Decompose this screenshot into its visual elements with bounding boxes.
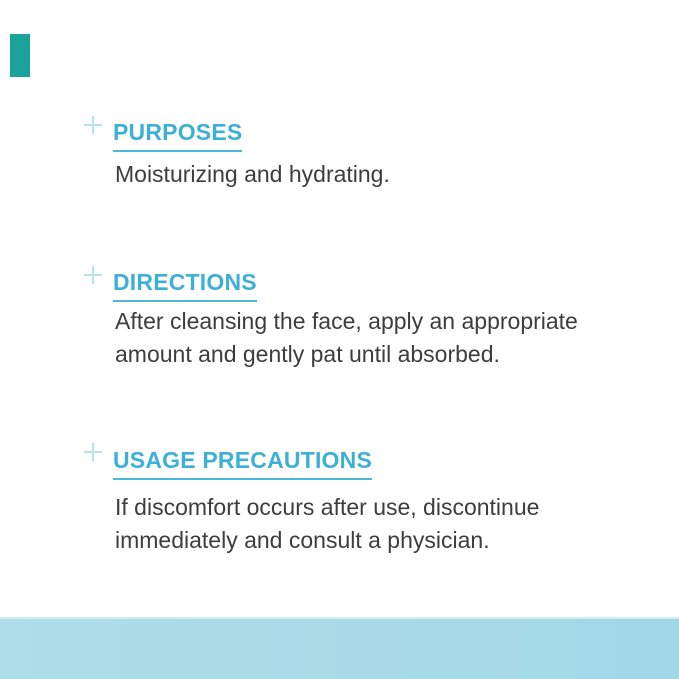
accent-square [10,34,30,77]
plus-icon [84,266,102,284]
plus-icon [84,443,102,461]
section-heading-purposes: PURPOSES [113,119,242,152]
section-body-usage-precautions: If discomfort occurs after use, discontinue immediately and consult a physician. [115,494,540,553]
footer-bar [0,617,679,679]
plus-icon [84,116,102,134]
section-body-purposes: Moisturizing and hydrating. [115,161,390,187]
section-body-directions: After cleansing the face, apply an appropriate amount and gently pat until absorbed. [115,308,578,367]
section-heading-usage-precautions: USAGE PRECAUTIONS [113,447,372,480]
section-heading-directions: DIRECTIONS [113,269,257,302]
